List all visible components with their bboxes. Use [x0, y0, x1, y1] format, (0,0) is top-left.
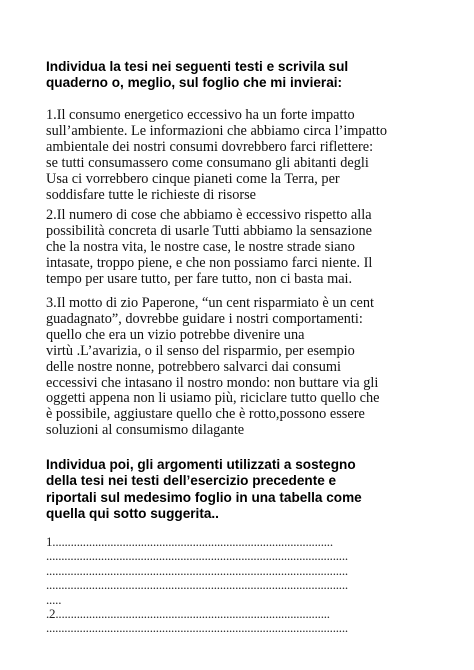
paragraph-line: eccessivi che intasano il nostro mondo: non buttare via gli: [46, 375, 379, 391]
paragraph-line: tempo per usare tutto, per fare tutto, non ci basta mai.: [46, 271, 353, 287]
dotted-answer-line: 1............................................................................................: [46, 535, 333, 549]
heading-line: quella qui sotto suggerita..: [46, 506, 219, 522]
paragraph-line: che la nostra vita, le nostre case, le nostre strade siano: [46, 239, 355, 255]
paragraph-line: soddisfare tutte le richieste di risorse: [46, 187, 257, 203]
paragraph-line: virtù .L’avarizia, o il senso del risparmio, per esempio: [46, 343, 355, 359]
dotted-answer-line: ...................................................................................................: [46, 621, 348, 636]
heading-line: Individua la tesi nei seguenti testi e scrivila sul: [46, 59, 349, 74]
paragraph-line: se tutti consumassero come consumano gli abitanti degli: [46, 155, 369, 171]
paragraph-line: guadagnato”, dovrebbe guidare i nostri comportamenti:: [46, 311, 363, 327]
dotted-answer-line: .2..........................................................................................: [46, 607, 330, 622]
paragraph-line: ambientale dei nostri consumi dovrebbero farci riflettere:: [46, 139, 374, 155]
paragraph-line: oggetti appena non li usiamo più, riciclare tutto quello che: [46, 391, 380, 407]
paragraph-3: [46, 296, 446, 439]
paragraph-line: 3.Il motto di zio Paperone, “un cent risparmiato è un cent: [46, 296, 374, 311]
heading-line: della tesi nei testi dell’esercizio precedente e: [46, 473, 337, 489]
dotted-answer-line: ...................................................................................................: [46, 563, 348, 578]
heading-line: quaderno o, meglio, sul foglio che mi invierai:: [46, 75, 343, 91]
heading-thesis-instructions: [46, 59, 446, 92]
dotted-answer-line: .....: [46, 592, 62, 607]
paragraph-line: sull’ambiente. Le informazioni che abbiamo circa l’impatto: [46, 123, 388, 139]
paragraph-line: 2.Il numero di cose che abbiamo è eccessivo rispetto alla: [46, 208, 372, 223]
paragraph-1: [46, 108, 446, 203]
paragraph-line: possibilità concreta di usarle Tutti abbiamo la sensazione: [46, 223, 372, 239]
paragraph-line: quello che era un vizio potrebbe divenire una: [46, 327, 305, 343]
paragraph-line: è possibile, aggiustare quello che è rotto,possono essere: [46, 407, 365, 423]
heading-line: riportali sul medesimo foglio in una tabella come: [46, 489, 362, 505]
paragraph-line: Usa ci vorrebbero cinque pianeti come la Terra, per: [46, 171, 340, 187]
heading-line: Individua poi, gli argomenti utilizzati a sostegno: [46, 457, 356, 472]
heading-arguments-instructions: [46, 457, 446, 523]
paragraph-line: intasate, troppo piene, e che non possiamo farci niente. Il: [46, 255, 373, 271]
dotted-answer-line: ...................................................................................................: [46, 578, 348, 593]
paragraph-line: 1.Il consumo energetico eccessivo ha un forte impatto: [46, 108, 355, 123]
paragraph-2: [46, 208, 446, 288]
paragraph-line: soluzioni al consumismo dilagante: [46, 423, 245, 439]
dotted-answer-line: ...................................................................................................: [46, 549, 348, 564]
answer-dotted-lines: [46, 535, 446, 636]
paragraph-line: delle nostre nonne, potrebbero salvarci dai consumi: [46, 359, 341, 375]
